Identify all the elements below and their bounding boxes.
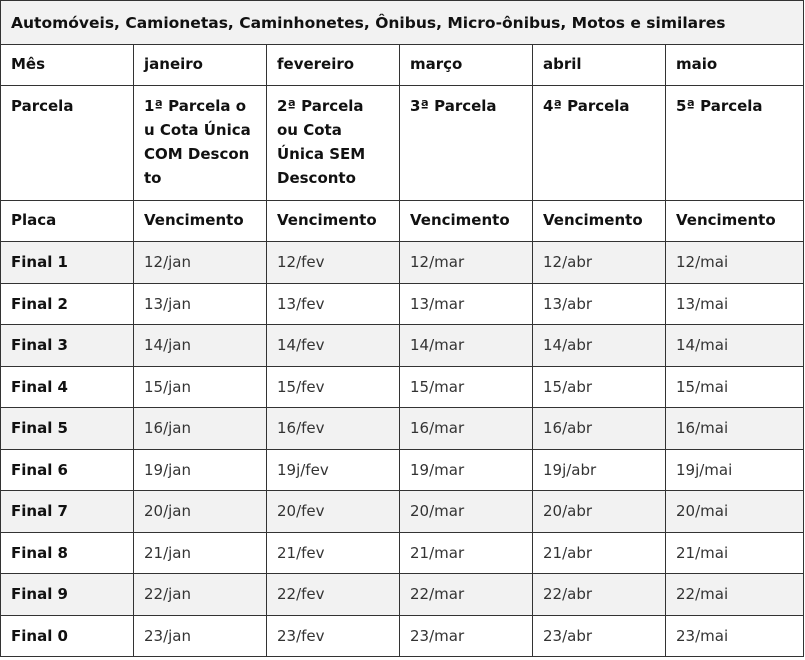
due-date-cell: 20/abr xyxy=(533,491,666,533)
due-date-cell: 16/mai xyxy=(666,408,804,450)
vencimento-header: Vencimento xyxy=(400,201,533,242)
table-row xyxy=(1,449,804,491)
due-date-cell: 19/mar xyxy=(400,449,533,491)
due-date-cell: 14/abr xyxy=(533,325,666,367)
due-date-cell: 14/mai xyxy=(666,325,804,367)
plate-final-label: Final 3 xyxy=(1,325,134,367)
month-cell: abril xyxy=(533,45,666,86)
due-date-cell: 21/jan xyxy=(134,532,267,574)
due-date-cell: 14/mar xyxy=(400,325,533,367)
plate-final-label: Final 2 xyxy=(1,283,134,325)
table-row xyxy=(1,283,804,325)
due-date-cell: 20/fev xyxy=(267,491,400,533)
table-row xyxy=(1,574,804,616)
due-date-cell: 12/abr xyxy=(533,242,666,284)
month-label: Mês xyxy=(1,45,134,86)
plate-final-label: Final 6 xyxy=(1,449,134,491)
table-row xyxy=(1,532,804,574)
table-row xyxy=(1,242,804,284)
plate-final-label: Final 7 xyxy=(1,491,134,533)
placa-row xyxy=(1,201,804,242)
month-cell: janeiro xyxy=(134,45,267,86)
due-date-cell: 16/jan xyxy=(134,408,267,450)
month-cell: março xyxy=(400,45,533,86)
due-date-cell: 22/fev xyxy=(267,574,400,616)
month-cell: maio xyxy=(666,45,804,86)
due-date-cell: 19j/fev xyxy=(267,449,400,491)
due-date-cell: 20/mar xyxy=(400,491,533,533)
table-row xyxy=(1,491,804,533)
parcela-cell: 1ª Parcela ou Cota Única COM Desconto xyxy=(134,86,267,201)
due-date-cell: 12/jan xyxy=(134,242,267,284)
due-date-cell: 16/fev xyxy=(267,408,400,450)
due-date-cell: 13/jan xyxy=(134,283,267,325)
due-date-cell: 21/fev xyxy=(267,532,400,574)
plate-final-label: Final 9 xyxy=(1,574,134,616)
due-date-cell: 21/mar xyxy=(400,532,533,574)
plate-final-label: Final 5 xyxy=(1,408,134,450)
due-date-cell: 19j/abr xyxy=(533,449,666,491)
due-date-cell: 19/jan xyxy=(134,449,267,491)
due-date-cell: 21/mai xyxy=(666,532,804,574)
parcela-cell: 2ª Parcela ou Cota Única SEM Desconto xyxy=(267,86,400,201)
due-date-cell: 13/mai xyxy=(666,283,804,325)
due-date-cell: 22/mar xyxy=(400,574,533,616)
due-date-cell: 23/mar xyxy=(400,615,533,657)
due-date-cell: 23/mai xyxy=(666,615,804,657)
due-date-cell: 12/fev xyxy=(267,242,400,284)
due-date-cell: 23/fev xyxy=(267,615,400,657)
parcela-row xyxy=(1,86,804,201)
vencimento-header: Vencimento xyxy=(666,201,804,242)
table-row xyxy=(1,615,804,657)
due-date-cell: 15/jan xyxy=(134,366,267,408)
due-date-cell: 20/mai xyxy=(666,491,804,533)
vencimento-header: Vencimento xyxy=(134,201,267,242)
table-row xyxy=(1,408,804,450)
due-date-cell: 12/mai xyxy=(666,242,804,284)
month-cell: fevereiro xyxy=(267,45,400,86)
parcela-cell: 4ª Parcela xyxy=(533,86,666,201)
due-date-cell: 22/jan xyxy=(134,574,267,616)
due-date-cell: 13/abr xyxy=(533,283,666,325)
due-date-cell: 19j/mai xyxy=(666,449,804,491)
due-date-cell: 16/abr xyxy=(533,408,666,450)
due-date-cell: 13/mar xyxy=(400,283,533,325)
table-row xyxy=(1,366,804,408)
due-date-cell: 16/mar xyxy=(400,408,533,450)
due-date-cell: 21/abr xyxy=(533,532,666,574)
month-row xyxy=(1,45,804,86)
due-date-cell: 15/mar xyxy=(400,366,533,408)
due-date-cell: 15/mai xyxy=(666,366,804,408)
due-date-cell: 23/abr xyxy=(533,615,666,657)
plate-final-label: Final 0 xyxy=(1,615,134,657)
due-date-cell: 23/jan xyxy=(134,615,267,657)
due-date-cell: 14/jan xyxy=(134,325,267,367)
due-date-cell: 15/fev xyxy=(267,366,400,408)
due-date-cell: 12/mar xyxy=(400,242,533,284)
parcela-label: Parcela xyxy=(1,86,134,201)
vencimento-header: Vencimento xyxy=(533,201,666,242)
due-date-cell: 14/fev xyxy=(267,325,400,367)
plate-final-label: Final 4 xyxy=(1,366,134,408)
due-date-cell: 22/abr xyxy=(533,574,666,616)
parcela-cell: 3ª Parcela xyxy=(400,86,533,201)
parcela-cell: 5ª Parcela xyxy=(666,86,804,201)
due-date-cell: 13/fev xyxy=(267,283,400,325)
table-title: Automóveis, Camionetas, Caminhonetes, Ônibus, Micro-ônibus, Motos e similares xyxy=(1,1,804,45)
placa-label: Placa xyxy=(1,201,134,242)
due-date-cell: 20/jan xyxy=(134,491,267,533)
due-date-cell: 22/mai xyxy=(666,574,804,616)
table-row xyxy=(1,325,804,367)
table-title-row xyxy=(1,1,804,45)
vencimento-header: Vencimento xyxy=(267,201,400,242)
due-date-cell: 15/abr xyxy=(533,366,666,408)
plate-final-label: Final 1 xyxy=(1,242,134,284)
plate-final-label: Final 8 xyxy=(1,532,134,574)
